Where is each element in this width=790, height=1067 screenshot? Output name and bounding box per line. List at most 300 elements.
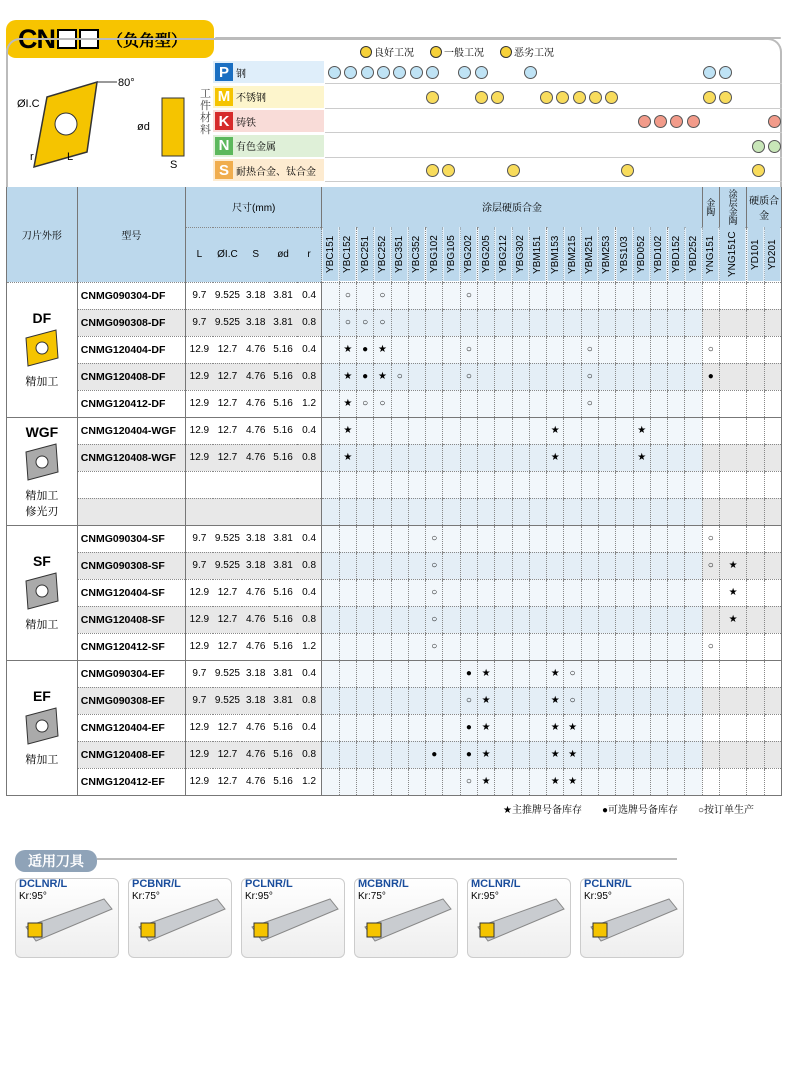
dim-cell: 4.76 xyxy=(242,417,269,444)
grade-cell xyxy=(495,606,512,633)
grade-cell xyxy=(650,336,667,363)
grade-cell xyxy=(685,363,702,390)
grade-cell xyxy=(747,444,764,471)
condition-smile-icon xyxy=(752,164,765,177)
grade-header: YBC252 xyxy=(374,227,391,282)
tool-card[interactable] xyxy=(15,878,119,958)
dim-cell: 1.2 xyxy=(297,390,322,417)
material-label-s xyxy=(213,159,324,181)
grade-cell xyxy=(668,417,685,444)
tool-name: DCLNR/L xyxy=(19,878,68,890)
grade-header: YBD152 xyxy=(668,227,685,282)
grade-cell xyxy=(426,525,443,552)
dim-cell: 3.81 xyxy=(269,525,296,552)
table-row xyxy=(7,741,782,768)
dim-cell xyxy=(269,471,296,498)
model-cell: CNMG120404-SF xyxy=(77,579,185,606)
grade-cell xyxy=(564,498,581,525)
grade-cell xyxy=(495,579,512,606)
grade-cell xyxy=(460,660,477,687)
tool-kr: Kr:75° xyxy=(358,891,386,902)
condition-legend xyxy=(360,44,554,59)
grade-cell xyxy=(512,471,529,498)
model-cell: CNMG120412-EF xyxy=(77,768,185,795)
grade-cell xyxy=(547,309,564,336)
grade-cell xyxy=(598,498,615,525)
condition-smile-icon xyxy=(328,66,341,79)
grade-cell xyxy=(391,390,408,417)
header-cermet: 金陶 xyxy=(702,187,719,227)
grade-cell xyxy=(478,714,495,741)
grade-cell xyxy=(564,768,581,795)
grade-cell xyxy=(616,336,633,363)
grade-cell xyxy=(633,444,650,471)
dim-cell: 4.76 xyxy=(242,606,269,633)
grade-cell xyxy=(495,687,512,714)
condition-smile-icon xyxy=(670,115,683,128)
grade-cell xyxy=(719,687,746,714)
condition-smile-icon xyxy=(426,66,439,79)
grade-cell xyxy=(668,633,685,660)
header-model: 型号 xyxy=(77,187,185,282)
grade-cell xyxy=(495,741,512,768)
legend-good-label: 良好工况 xyxy=(374,48,414,59)
grade-cell xyxy=(747,606,764,633)
grade-header: YBD052 xyxy=(633,227,650,282)
chipbreaker-name: EF xyxy=(32,688,51,704)
table-row xyxy=(7,363,782,390)
dim-cell: 9.525 xyxy=(213,687,242,714)
grade-header: YBC351 xyxy=(391,227,408,282)
grade-cell xyxy=(460,282,477,309)
grade-cell xyxy=(719,471,746,498)
grade-cell xyxy=(747,309,764,336)
grade-cell xyxy=(322,363,339,390)
ic-label: ØI.C xyxy=(17,98,40,110)
l-label: L xyxy=(67,151,74,163)
grade-cell xyxy=(668,498,685,525)
grade-cell xyxy=(719,390,746,417)
dim-cell: 5.16 xyxy=(269,579,296,606)
dim-cell: 12.9 xyxy=(185,633,212,660)
grade-cell xyxy=(747,471,764,498)
grade-cell xyxy=(616,363,633,390)
dim-cell: 12.7 xyxy=(213,417,242,444)
grade-cell xyxy=(598,444,615,471)
grade-cell xyxy=(478,579,495,606)
grade-mark: ★ xyxy=(377,371,387,382)
dim-cell: 1.2 xyxy=(297,633,322,660)
grade-cell xyxy=(685,309,702,336)
grade-cell xyxy=(764,336,781,363)
grade-cell xyxy=(426,687,443,714)
model-cell: CNMG120408-EF xyxy=(77,741,185,768)
model-cell: CNMG120404-DF xyxy=(77,336,185,363)
grade-mark: ★ xyxy=(550,668,560,679)
table-row xyxy=(7,768,782,795)
grade-cell xyxy=(702,687,719,714)
grade-cell xyxy=(719,282,746,309)
grade-cell xyxy=(443,363,460,390)
dim-cell: 12.7 xyxy=(213,714,242,741)
grade-cell xyxy=(764,444,781,471)
grade-cell xyxy=(374,579,391,606)
tool-kr: Kr:75° xyxy=(132,891,160,902)
table-row xyxy=(7,417,782,444)
grade-cell xyxy=(598,552,615,579)
grade-cell xyxy=(685,660,702,687)
grade-cell xyxy=(633,498,650,525)
dim-cell: 3.18 xyxy=(242,687,269,714)
grade-mark: ○ xyxy=(379,290,386,301)
grade-mark: ○ xyxy=(465,776,472,787)
grade-cell xyxy=(685,741,702,768)
grade-cell xyxy=(408,444,425,471)
grade-cell xyxy=(633,768,650,795)
grade-cell xyxy=(668,687,685,714)
grade-cell xyxy=(547,660,564,687)
grade-header: YBM253 xyxy=(598,227,615,282)
material-row xyxy=(325,159,782,182)
grade-cell xyxy=(719,309,746,336)
dim-header: L xyxy=(185,227,212,282)
material-name: 有色金属 xyxy=(236,142,276,153)
grade-cell xyxy=(547,687,564,714)
dim-cell: 4.76 xyxy=(242,633,269,660)
grade-cell xyxy=(633,417,650,444)
grade-cell xyxy=(564,444,581,471)
grade-cell xyxy=(547,498,564,525)
grade-cell xyxy=(460,552,477,579)
model-cell: CNMG090304-SF xyxy=(77,525,185,552)
grade-cell xyxy=(426,633,443,660)
grade-cell xyxy=(702,552,719,579)
grade-cell xyxy=(322,741,339,768)
grade-cell xyxy=(512,768,529,795)
grade-cell xyxy=(616,498,633,525)
grade-cell xyxy=(633,336,650,363)
grade-cell xyxy=(478,309,495,336)
angle-label: 80° xyxy=(118,77,135,89)
grade-mark: ★ xyxy=(377,344,387,355)
grade-cell xyxy=(598,282,615,309)
grade-cell xyxy=(598,336,615,363)
grade-cell xyxy=(512,552,529,579)
grade-mark: ○ xyxy=(569,695,576,706)
grade-cell xyxy=(443,768,460,795)
grade-cell xyxy=(581,471,598,498)
dim-cell: 5.16 xyxy=(269,714,296,741)
dim-cell: 1.2 xyxy=(297,768,322,795)
grade-cell xyxy=(616,768,633,795)
dim-cell: 4.76 xyxy=(242,579,269,606)
condition-smile-icon xyxy=(605,91,618,104)
grade-cell xyxy=(443,552,460,579)
condition-smile-icon xyxy=(426,91,439,104)
grade-cell xyxy=(747,498,764,525)
grade-cell xyxy=(547,741,564,768)
shape-cell xyxy=(7,525,78,660)
grade-cell xyxy=(443,633,460,660)
grade-cell xyxy=(564,741,581,768)
grade-cell xyxy=(391,444,408,471)
grade-header: YNG151C xyxy=(719,227,746,282)
table-row xyxy=(7,633,782,660)
tool-card[interactable] xyxy=(580,878,684,958)
condition-smile-icon xyxy=(475,91,488,104)
grade-cell xyxy=(339,714,356,741)
grade-cell xyxy=(616,714,633,741)
grade-cell xyxy=(460,687,477,714)
grade-cell xyxy=(668,579,685,606)
grade-cell xyxy=(685,525,702,552)
grade-cell xyxy=(702,606,719,633)
grade-mark: ○ xyxy=(569,668,576,679)
grade-cell xyxy=(547,579,564,606)
grade-cell xyxy=(598,741,615,768)
grade-cell xyxy=(747,525,764,552)
grade-cell xyxy=(443,309,460,336)
tools-rule xyxy=(97,858,677,860)
model-cell: CNMG120408-WGF xyxy=(77,444,185,471)
dim-cell: 0.4 xyxy=(297,714,322,741)
grade-cell xyxy=(685,606,702,633)
material-letter: S xyxy=(215,161,233,179)
grade-cell xyxy=(668,444,685,471)
grade-cell xyxy=(747,579,764,606)
grade-cell xyxy=(322,660,339,687)
grade-mark: ★ xyxy=(568,776,578,787)
grade-cell xyxy=(616,525,633,552)
grade-mark: ○ xyxy=(431,560,438,571)
condition-smile-icon xyxy=(410,66,423,79)
grade-mark: ○ xyxy=(344,290,351,301)
grade-cell xyxy=(747,714,764,741)
condition-smile-icon xyxy=(638,115,651,128)
dim-cell: 5.16 xyxy=(269,390,296,417)
grade-cell xyxy=(512,579,529,606)
dim-cell: 12.9 xyxy=(185,714,212,741)
grade-cell xyxy=(322,525,339,552)
chipbreaker-name: DF xyxy=(32,310,52,326)
model-cell: CNMG120404-WGF xyxy=(77,417,185,444)
dim-cell: 9.7 xyxy=(185,660,212,687)
legend-neutral xyxy=(430,44,484,59)
grade-cell xyxy=(339,390,356,417)
table-row xyxy=(7,390,782,417)
grade-cell xyxy=(391,768,408,795)
grade-cell xyxy=(357,444,374,471)
grade-header: YBM153 xyxy=(547,227,564,282)
grade-mark: ★ xyxy=(343,425,353,436)
grade-cell xyxy=(547,633,564,660)
grade-cell xyxy=(529,768,546,795)
grade-cell xyxy=(529,525,546,552)
chipbreaker-desc: 精加工 xyxy=(25,376,59,388)
grade-cell xyxy=(633,579,650,606)
condition-smile-icon xyxy=(589,91,602,104)
grade-cell xyxy=(598,390,615,417)
grade-cell xyxy=(633,741,650,768)
grade-cell xyxy=(581,336,598,363)
grade-cell xyxy=(460,525,477,552)
good-smile-icon xyxy=(360,46,372,58)
condition-smile-icon xyxy=(573,91,586,104)
tool-card[interactable] xyxy=(241,878,345,958)
grade-cell xyxy=(408,282,425,309)
dim-cell: 0.4 xyxy=(297,336,322,363)
grade-cell xyxy=(426,768,443,795)
grade-cell xyxy=(747,363,764,390)
tool-kr: Kr:95° xyxy=(471,891,499,902)
dim-cell xyxy=(297,471,322,498)
grade-cell xyxy=(633,390,650,417)
dim-cell xyxy=(185,498,212,525)
condition-smile-icon xyxy=(458,66,471,79)
grade-cell xyxy=(564,525,581,552)
grade-cell xyxy=(747,660,764,687)
grade-cell xyxy=(747,687,764,714)
grade-cell xyxy=(357,768,374,795)
grade-cell xyxy=(339,579,356,606)
grade-cell xyxy=(495,498,512,525)
grade-cell xyxy=(391,714,408,741)
grade-mark: ★ xyxy=(550,425,560,436)
grade-cell xyxy=(747,552,764,579)
grade-cell xyxy=(581,444,598,471)
grade-cell xyxy=(616,741,633,768)
grade-cell xyxy=(443,471,460,498)
dim-cell: 3.18 xyxy=(242,660,269,687)
grade-cell xyxy=(357,390,374,417)
grade-cell xyxy=(374,687,391,714)
grade-mark: ● xyxy=(431,749,438,760)
grade-cell xyxy=(339,282,356,309)
dim-cell xyxy=(213,498,242,525)
grade-cell xyxy=(598,606,615,633)
grade-cell xyxy=(616,471,633,498)
shape-cell xyxy=(7,660,78,795)
tool-card[interactable] xyxy=(354,878,458,958)
dim-cell: 5.16 xyxy=(269,633,296,660)
grade-cell xyxy=(339,606,356,633)
dim-cell: 12.7 xyxy=(213,768,242,795)
grade-cell xyxy=(685,498,702,525)
grade-cell xyxy=(702,633,719,660)
grade-cell xyxy=(668,336,685,363)
grade-cell xyxy=(443,282,460,309)
grade-cell xyxy=(322,444,339,471)
grade-header: YBS103 xyxy=(616,227,633,282)
grade-cell xyxy=(616,633,633,660)
grade-cell xyxy=(764,606,781,633)
dim-header: ØI.C xyxy=(213,227,242,282)
insert-side-view xyxy=(162,98,184,156)
table-row xyxy=(7,579,782,606)
grade-cell xyxy=(322,714,339,741)
grade-cell xyxy=(374,336,391,363)
grade-cell xyxy=(598,471,615,498)
grade-mark: ★ xyxy=(550,749,560,760)
grade-cell xyxy=(374,552,391,579)
grade-cell xyxy=(685,579,702,606)
grade-mark: ○ xyxy=(586,344,593,355)
grade-header: YBC152 xyxy=(339,227,356,282)
grade-cell xyxy=(374,633,391,660)
grade-cell xyxy=(650,768,667,795)
model-cell: CNMG120408-DF xyxy=(77,363,185,390)
grade-cell xyxy=(374,444,391,471)
grade-cell xyxy=(529,606,546,633)
tool-kr: Kr:95° xyxy=(245,891,273,902)
grade-cell xyxy=(357,714,374,741)
header-coated-cermet: 涂层金陶 xyxy=(719,187,746,227)
model-cell xyxy=(77,498,185,525)
grade-cell xyxy=(668,606,685,633)
grade-cell xyxy=(478,525,495,552)
grade-cell xyxy=(408,768,425,795)
material-row xyxy=(325,86,782,109)
tool-card[interactable] xyxy=(467,878,571,958)
dim-cell: 0.4 xyxy=(297,417,322,444)
grade-cell xyxy=(616,606,633,633)
grade-header: YBG102 xyxy=(426,227,443,282)
condition-smile-icon xyxy=(654,115,667,128)
dim-cell: 12.7 xyxy=(213,363,242,390)
insert-image xyxy=(20,440,64,484)
grade-cell xyxy=(339,471,356,498)
grade-cell xyxy=(668,714,685,741)
grade-cell xyxy=(443,579,460,606)
grade-cell xyxy=(322,417,339,444)
grade-cell xyxy=(322,498,339,525)
dim-cell: 12.9 xyxy=(185,579,212,606)
grade-cell xyxy=(633,714,650,741)
grade-cell xyxy=(547,552,564,579)
grade-cell xyxy=(702,714,719,741)
tool-card[interactable] xyxy=(128,878,232,958)
grade-cell xyxy=(512,309,529,336)
grade-cell xyxy=(478,336,495,363)
table-row xyxy=(7,336,782,363)
grade-header: YBG212 xyxy=(495,227,512,282)
grade-cell xyxy=(426,390,443,417)
dim-cell xyxy=(269,498,296,525)
grade-cell xyxy=(529,498,546,525)
grade-mark: ★ xyxy=(343,398,353,409)
dim-cell: 9.525 xyxy=(213,282,242,309)
grade-cell xyxy=(391,309,408,336)
grade-cell xyxy=(495,471,512,498)
d-label: ød xyxy=(137,121,150,133)
dim-cell: 3.18 xyxy=(242,552,269,579)
grade-cell xyxy=(443,741,460,768)
grade-cell xyxy=(460,390,477,417)
grade-cell xyxy=(426,498,443,525)
model-cell xyxy=(77,471,185,498)
grade-cell xyxy=(478,606,495,633)
grade-cell xyxy=(374,606,391,633)
grade-cell xyxy=(408,363,425,390)
grade-cell xyxy=(374,660,391,687)
grade-cell xyxy=(702,390,719,417)
grade-mark: ● xyxy=(707,371,714,382)
grade-cell xyxy=(408,498,425,525)
grade-cell xyxy=(616,309,633,336)
grade-cell xyxy=(322,687,339,714)
grade-cell xyxy=(391,363,408,390)
grade-cell xyxy=(719,660,746,687)
